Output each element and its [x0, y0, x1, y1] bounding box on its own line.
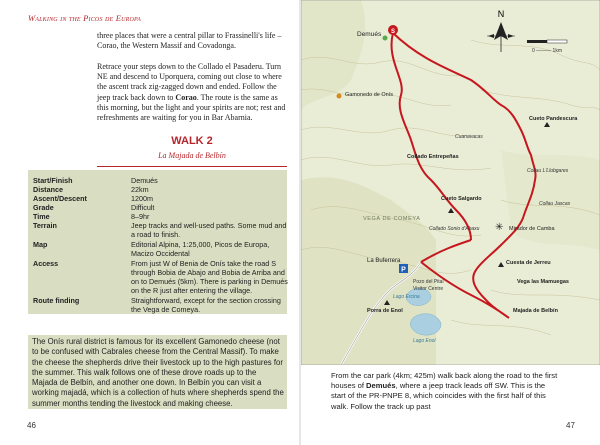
- info-value: 1200m: [131, 194, 153, 203]
- info-label: Map: [33, 240, 48, 249]
- directions-b: , where a jeep track leads off SW. This is the start of the PR-PNPE 8, which coincides with the first half of this walk. Follow the track up past: [331, 381, 546, 411]
- info-value: Difficult: [131, 203, 155, 212]
- label-lago-enol: Lago Enol: [413, 338, 436, 344]
- walk-subtitle: La Majada de Belbín: [158, 151, 226, 160]
- scale-label: 0 ——— 1km: [531, 48, 563, 54]
- label-demues: Demués: [357, 31, 382, 38]
- info-value: Editorial Alpina, 1:25,000, Picos de Europa, Macizo Occidental: [131, 240, 270, 258]
- label-porra-enol: Porra de Enol: [367, 308, 403, 314]
- info-label: Access: [33, 259, 59, 268]
- info-value: Demués: [131, 176, 158, 185]
- title-rule: [97, 166, 287, 167]
- walk-title: WALK 2: [171, 135, 213, 147]
- label-la-buferrera: La Buferrera: [367, 258, 401, 264]
- info-label: Ascent/Descent: [33, 194, 87, 203]
- label-collado-sonio: Collado Sonio d'Abaxu: [429, 226, 480, 232]
- label-vega-mamuegas: Vega las Mamuegas: [517, 279, 569, 285]
- page-number: 47: [566, 421, 575, 430]
- info-value: 8–9hr: [131, 212, 150, 221]
- left-page: [0, 0, 299, 445]
- intro-box: [28, 335, 287, 409]
- label-gamonedo: Gamonedo de Onís: [345, 92, 394, 98]
- info-value: Straightforward, except for the section crossing the Vega de Comeya.: [131, 296, 281, 314]
- label-collado-entrepenas: Collado Entrepeñas: [407, 154, 459, 160]
- info-label: Distance: [33, 185, 63, 194]
- info-label: Grade: [33, 203, 54, 212]
- scale-bar: [527, 40, 567, 43]
- paragraph-return-a: Retrace your steps down to the Collado el Pasaderu. Turn NE and descend to Uporquera, coming out close to where the ascent track zig-zagged down and ended. Follow the jeep track back down to: [97, 62, 282, 102]
- right-page: [301, 0, 600, 445]
- label-visitor-centre: Visitor Centre: [413, 286, 444, 292]
- info-label: Route finding: [33, 296, 80, 305]
- viewpoint-icon: ✳: [495, 222, 504, 233]
- info-label: Terrain: [33, 221, 57, 230]
- label-pozo-pital: Pozo del Pital: [413, 279, 444, 285]
- label-vega-comeya: VEGA DE COMEYA: [363, 216, 421, 222]
- label-mirador-camba: Mirador de Camba: [509, 226, 555, 232]
- label-cueto-salgardo: Cueto Salgardo: [441, 196, 482, 202]
- start-marker-text: S: [390, 29, 396, 35]
- info-value: 22km: [131, 185, 149, 194]
- page-number: 46: [27, 421, 36, 430]
- village-dot: [383, 36, 388, 41]
- walk-directions: [331, 371, 561, 412]
- running-head: Walking in the Picos de Europa: [28, 13, 141, 23]
- label-collau-llobgares: Collau L'Llobgares: [527, 168, 569, 174]
- label-cuesta-jerreu: Cuesta de Jerreu: [506, 260, 551, 266]
- paragraph-return-b: . The route is the same as this morning, but the light and your spirits are not; rest and refreshments are waiting for you in Bar Abarnia.: [97, 92, 286, 123]
- info-label: Start/Finish: [33, 176, 73, 185]
- label-collau-jascas: Collau Jascas: [539, 201, 571, 207]
- label-lago-ercina: Lago Ercina: [393, 294, 420, 300]
- info-value: Jeep tracks and well-used paths. Some mud and a road to finish.: [131, 221, 287, 239]
- village-dot: [337, 94, 342, 99]
- info-label: Time: [33, 212, 50, 221]
- label-cueto-pandescura: Cueto Pandescura: [529, 116, 578, 122]
- route-map: [301, 0, 600, 365]
- info-value: From just W of Benia de Onís take the road S through Bobia de Abajo and Bobia de Arriba and on to Demués (5km). There is parking in Demués on the R just after entering the village.: [131, 259, 288, 295]
- north-label: N: [497, 9, 505, 19]
- directions-a: From the car park (4km; 425m) walk back along the road to the first houses of: [331, 371, 558, 391]
- paragraph-return: [97, 62, 287, 123]
- paragraph-intro: three places that were a central pillar to Frassinelli's life – Corao, the Western Massif and Covadonga.: [97, 31, 282, 51]
- parking-icon-text: P: [401, 266, 406, 274]
- label-cuanavacas: Cuanavacas: [455, 134, 483, 140]
- place-demues: Demués: [366, 381, 396, 391]
- place-corao: Corao: [175, 92, 197, 102]
- intro-text: The Onís rural district is famous for its excellent Gamonedo cheese (not to be confused with Cabrales cheese from the Central Massif). To make the cheese the shepherds drive their livestock up to the high pastures for the summer. This walk follows one of these drove roads up to the Majada de Belbín, and another one down. In Belbín you can visit a working majadá, which is a collection of huts where shepherds spend the summer months tending the livestock and making cheese.: [32, 337, 284, 408]
- label-majada-belbin: Majada de Belbín: [513, 308, 558, 314]
- walk-info-box: [28, 170, 287, 314]
